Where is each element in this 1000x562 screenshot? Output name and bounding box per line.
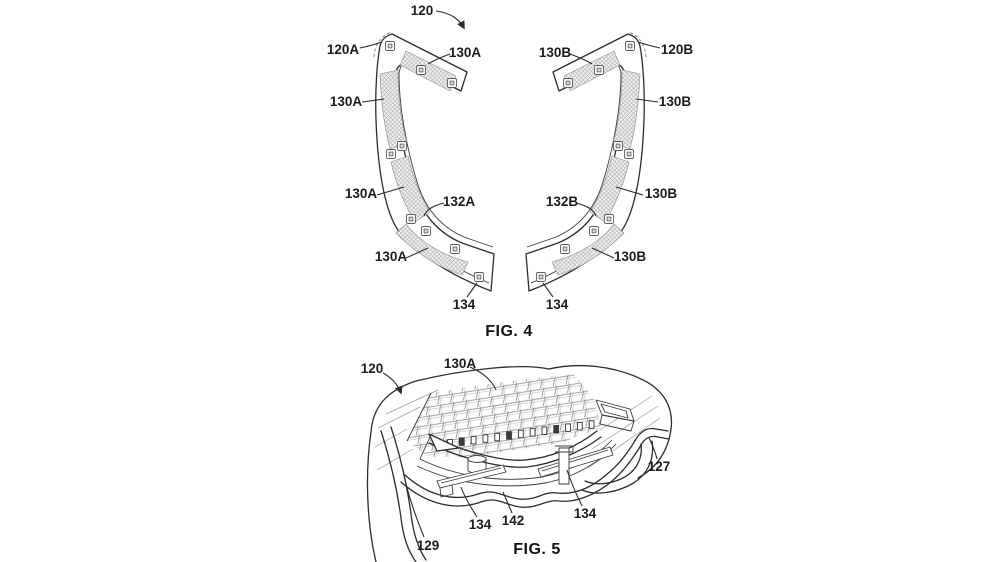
leader-120a (360, 42, 382, 48)
ref-label-142: 142 (501, 513, 525, 528)
grid-surface (398, 364, 610, 464)
fig4-caption: FIG. 4 (485, 323, 533, 340)
ref-label-134-right: 134 (573, 506, 597, 521)
ref-label-130a-top: 130A (448, 45, 482, 60)
ref-label-130b-mid: 130B (644, 186, 678, 201)
leader-134-right (543, 283, 553, 297)
leader-120b (638, 42, 660, 48)
ref-label-130a-mid: 130A (344, 186, 378, 201)
bracket-post (559, 448, 569, 484)
fig5-caption: FIG. 5 (513, 541, 561, 558)
ref-label-134-left: 134 (468, 517, 492, 532)
leader-134-left (467, 283, 477, 297)
ref-label-130a-upper: 130A (329, 94, 363, 109)
leader-134-left (461, 487, 477, 517)
fig4 (327, 3, 694, 340)
ref-label-134-left: 134 (452, 297, 476, 312)
ref-label-130a: 130A (443, 356, 477, 371)
ref-label-120a: 120A (326, 42, 360, 57)
ref-label-129: 129 (416, 538, 440, 553)
ref-label-130b-upper: 130B (658, 94, 692, 109)
leader-arrow-120 (383, 373, 401, 393)
ref-label-130b-lower: 130B (613, 249, 647, 264)
fig5 (361, 356, 672, 562)
ref-label-120: 120 (360, 361, 384, 376)
ref-label-134-right: 134 (545, 297, 569, 312)
ref-label-120b: 120B (660, 42, 694, 57)
ref-label-130a-lower: 130A (374, 249, 408, 264)
ref-label-120: 120 (410, 3, 434, 18)
ref-label-127: 127 (647, 459, 671, 474)
ref-label-130b-top: 130B (538, 45, 572, 60)
ref-label-132b: 132B (545, 194, 579, 209)
leader-arrow-120 (436, 11, 464, 28)
ref-label-132a: 132A (442, 194, 476, 209)
